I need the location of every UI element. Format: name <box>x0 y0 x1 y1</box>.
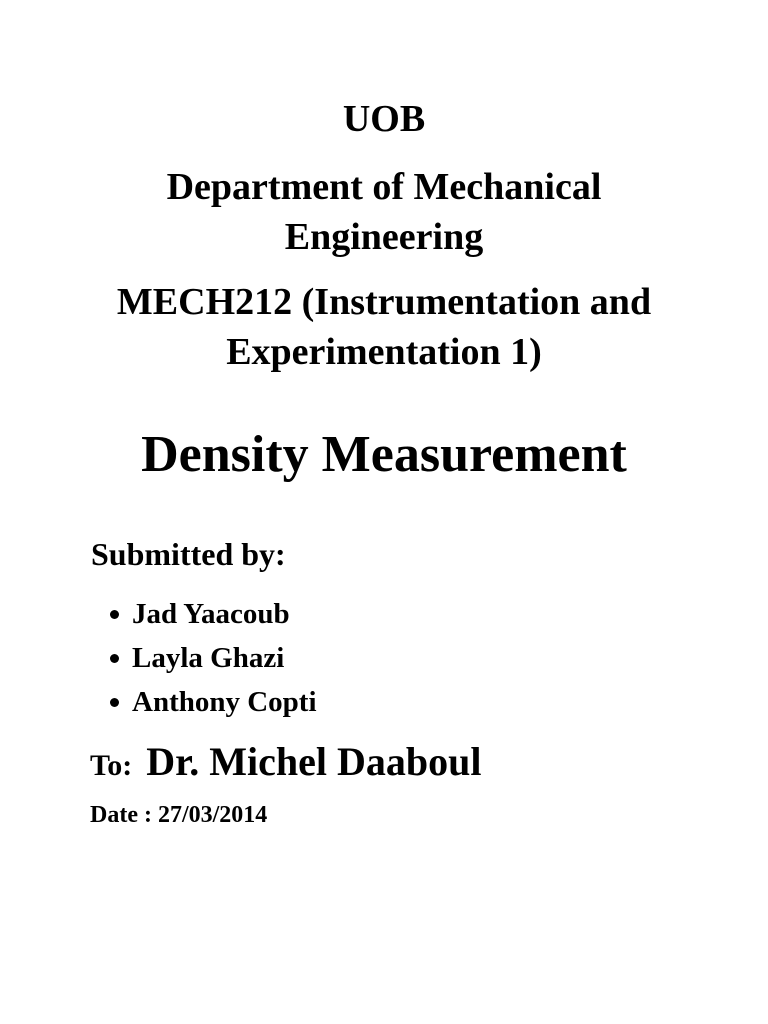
submitted-by-label: Submitted by: <box>91 536 286 572</box>
department-line-2: Engineering <box>284 216 484 258</box>
department-line-1: Department of Mechanical <box>166 166 602 208</box>
to-label: To: <box>90 749 133 782</box>
bullet-icon <box>110 698 119 707</box>
author-name: Anthony Copti <box>132 686 317 718</box>
report-title: Density Measurement <box>141 426 627 483</box>
recipient-line <box>90 738 481 785</box>
department-name <box>0 162 768 262</box>
author-list <box>110 592 317 724</box>
date-line <box>90 800 267 830</box>
author-item <box>110 636 317 680</box>
author-name: Layla Ghazi <box>132 642 285 674</box>
university-name: UOB <box>342 98 426 140</box>
bullet-icon <box>110 654 119 663</box>
author-item <box>110 592 317 636</box>
author-item <box>110 680 317 724</box>
author-name: Jad Yaacoub <box>132 598 290 630</box>
bullet-icon <box>110 610 119 619</box>
course-line-1: MECH212 (Instrumentation and <box>116 281 652 323</box>
recipient-name: Dr. Michel Daaboul <box>146 739 482 784</box>
date-value: 27/03/2014 <box>157 802 268 828</box>
course-name <box>0 277 768 377</box>
date-label: Date : <box>90 802 152 828</box>
course-line-2: Experimentation 1) <box>226 331 542 373</box>
